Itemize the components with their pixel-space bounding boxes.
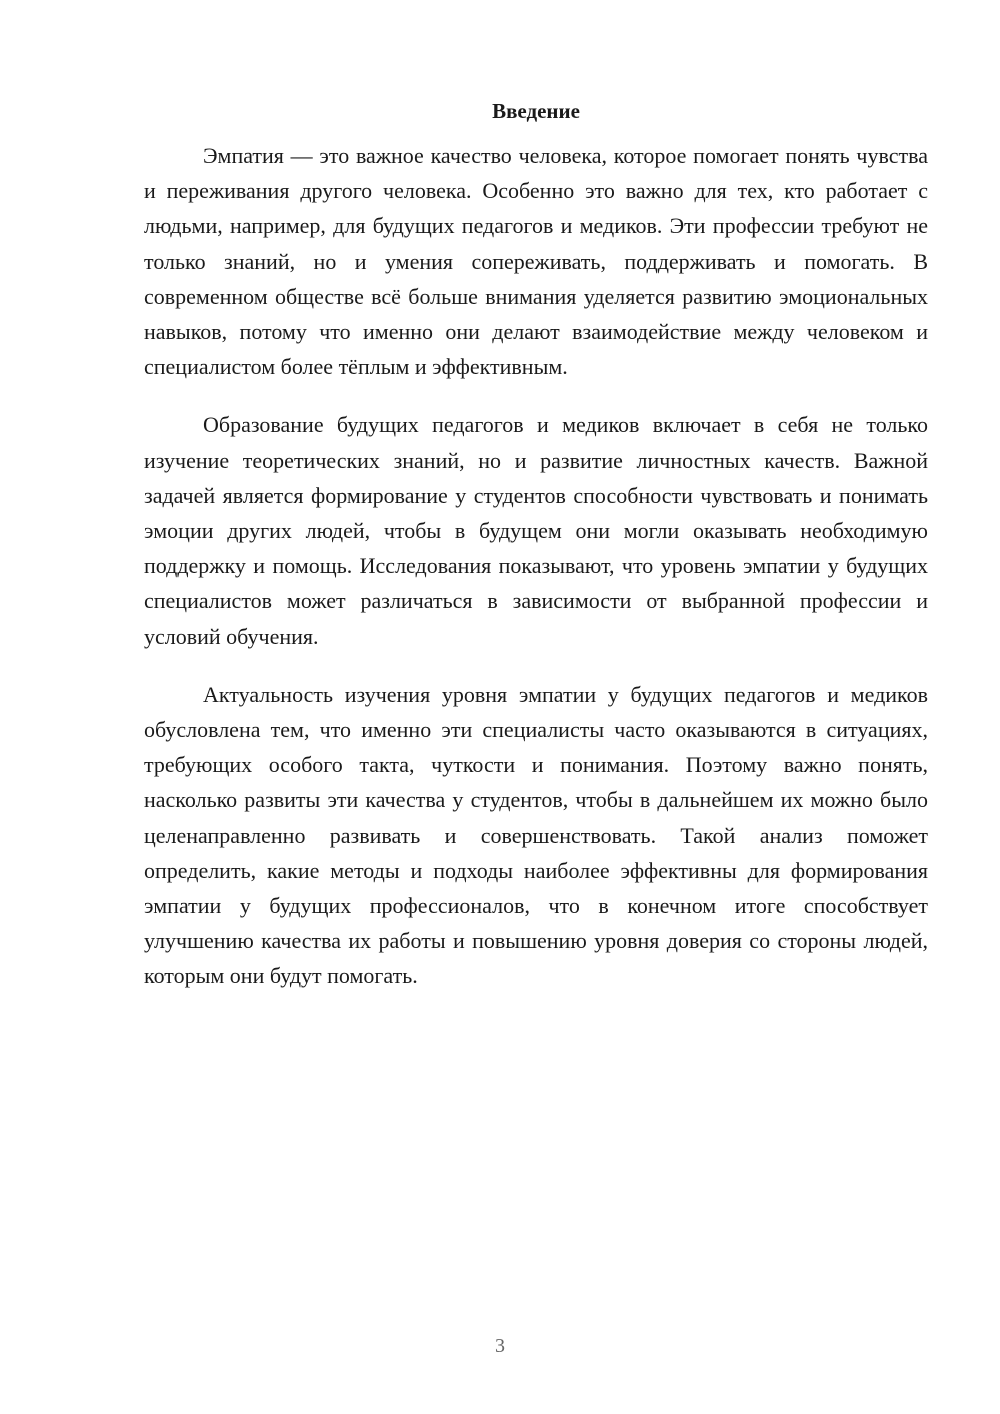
paragraph-1: Эмпатия — это важное качество человека, которое помогает понять чувства и переживания другого человека. Особенно это важно для тех, кто работает с людьми, например, для будущих педагогов и медиков. Эти профессии требуют не только знаний, но и умения сопереживать, поддерживать и помогать. В современном обществе всё больше внимания уделяется развитию эмоциональных навыков, потому что именно они делают взаимодействие между человеком и специалистом более тёплым и эффективным. xyxy=(144,143,928,380)
page-number: 3 xyxy=(495,1335,505,1357)
page-content xyxy=(144,96,928,1017)
paragraph-3: Актуальность изучения уровня эмпатии у будущих педагогов и медиков обусловлена тем, что именно эти специалисты часто оказываются в ситуациях, требующих особого такта, чуткости и понимания. Поэтому важно понять, насколько развиты эти качества у студентов, чтобы в дальнейшем их можно было целенаправленно развивать и совершенствовать. Такой анализ поможет определить, какие методы и подходы наиболее эффективны для формирования эмпатии у будущих профессионалов, что в конечном итоге способствует улучшению качества их работы и повышению уровня доверия со стороны людей, которым они будут помогать. xyxy=(144,681,928,989)
paragraph-2: Образование будущих педагогов и медиков включает в себя не только изучение теоретических знаний, но и развитие личностных качеств. Важной задачей является формирование у студентов способности чувствовать и понимать эмоции других людей, чтобы в будущем они могли оказывать необходимую поддержку и помощь. Исследования показывают, что уровень эмпатии у будущих специалистов может различаться в зависимости от выбранной профессии и условий обучения. xyxy=(144,412,928,649)
section-heading: Введение xyxy=(492,99,580,123)
